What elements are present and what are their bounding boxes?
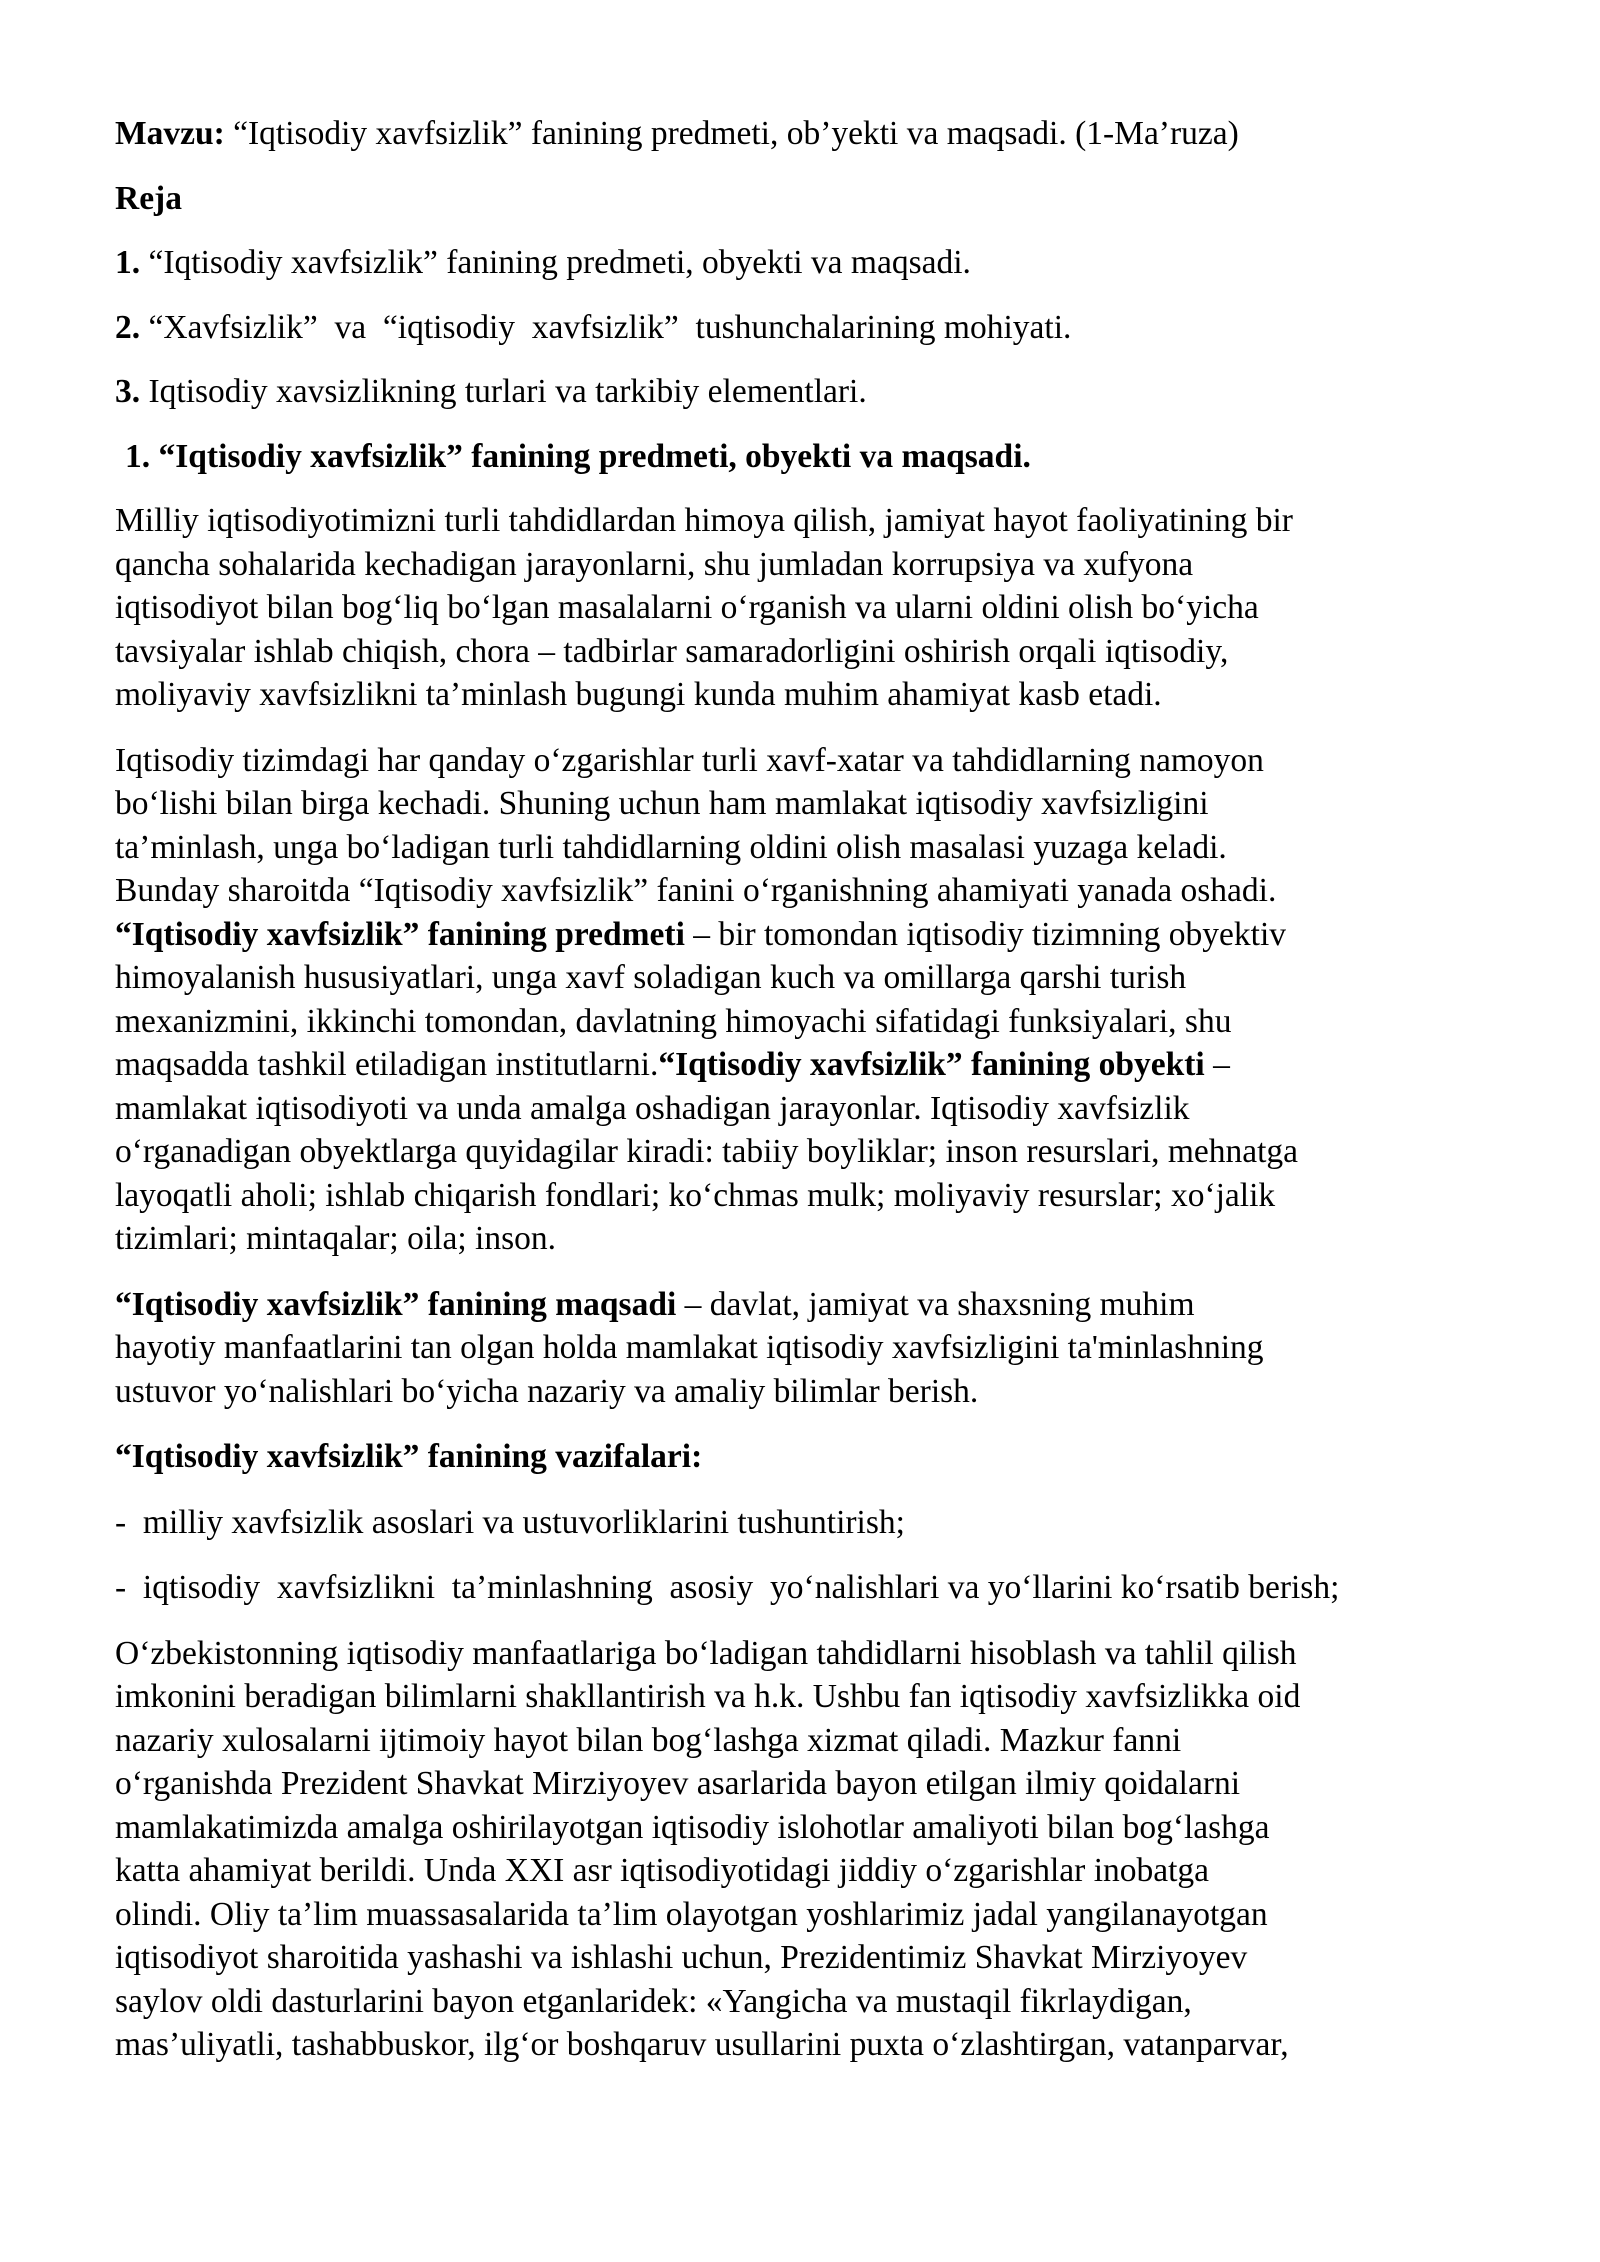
plan-item-text: Iqtisodiy xavsizlikning turlari va tarkibiy elementlari. — [140, 373, 867, 410]
subject-definition-line — [115, 913, 1515, 957]
plan-item-number: 1. — [115, 244, 141, 281]
paragraph-line: ustuvor yo‘nalishlari bo‘yicha nazariy va amaliy bilimlar berish. — [115, 1372, 979, 1410]
paragraph-line: O‘zbekistonning iqtisodiy manfaatlariga bo‘ladigan tahdidlarni hisoblash va tahlil qilish — [115, 1634, 1297, 1672]
document-page — [115, 112, 1515, 2067]
paragraph-line: Milliy iqtisodiyotimizni turli tahdidlardan himoya qilish, jamiyat hayot faoliyatining bir — [115, 502, 1293, 539]
paragraph-line: mamlakat iqtisodiyoti va unda amalga oshadigan jarayonlar. Iqtisodiy xavfsizlik — [115, 1089, 1190, 1127]
object-definition-line — [115, 1043, 1515, 1087]
paragraph-line: mamlakatimizda amalga oshirilayotgan iqtisodiy islohotlar amaliyoti bilan bog‘lashga — [115, 1808, 1270, 1846]
paragraph-line: bo‘lishi bilan birga kechadi. Shuning uchun ham mamlakat iqtisodiy xavfsizligini — [115, 785, 1209, 822]
paragraph-intro — [115, 499, 1515, 717]
paragraph-line: iqtisodiyot sharoitida yashashi va ishlashi uchun, Prezidentimiz Shavkat Mirziyoyev — [115, 1939, 1248, 1976]
subject-term: “Iqtisodiy xavfsizlik” fanining predmeti — [115, 915, 685, 953]
plan-title: Reja — [115, 179, 182, 217]
object-term: “Iqtisodiy xavfsizlik” fanining obyekti — [658, 1046, 1205, 1083]
tasks-heading: “Iqtisodiy xavfsizlik” fanining vazifalari: — [115, 1438, 703, 1475]
paragraph-conclusion — [115, 1632, 1515, 2067]
plan-item-number: 2. — [115, 308, 141, 346]
task-item: - milliy xavfsizlik asoslari va ustuvorliklarini tushuntirish; — [115, 1503, 905, 1541]
topic-label: Mavzu: — [115, 115, 225, 152]
paragraph-line: Iqtisodiy tizimdagi har qanday o‘zgarishlar turli xavf-xatar va tahdidlarning namoyon — [115, 741, 1264, 779]
topic-text: “Iqtisodiy xavfsizlik” fanining predmeti, ob’yekti va maqsadi. (1-Ma’ruza) — [224, 115, 1239, 152]
goal-term: “Iqtisodiy xavfsizlik” fanining maqsadi — [115, 1285, 677, 1323]
goal-definition-line — [115, 1283, 1515, 1327]
plan-item-number: 3. — [115, 373, 141, 410]
paragraph-line: layoqatli aholi; ishlab chiqarish fondlari; ko‘chmas mulk; moliyaviy resurslar; xo‘jalik — [115, 1176, 1276, 1214]
paragraph-line: nazariy xulosalarni ijtimoiy hayot bilan bog‘lashga xizmat qiladi. Mazkur fanni — [115, 1721, 1182, 1759]
paragraph-line: imkonini beradigan bilimlarni shakllantirish va h.k. Ushbu fan iqtisodiy xavfsizlikka oid — [115, 1678, 1301, 1715]
paragraph-line: mexanizmini, ikkinchi tomondan, davlatning himoyachi sifatidagi funksiyalari, shu — [115, 1002, 1232, 1040]
plan-item-text: “Iqtisodiy xavfsizlik” fanining predmeti, obyekti va maqsadi. — [140, 244, 971, 281]
object-pre-text: maqsadda tashkil etiladigan institutlarni. — [115, 1046, 659, 1083]
paragraph-goal — [115, 1283, 1515, 1414]
plan-item-text: “Xavfsizlik” va “iqtisodiy xavfsizlik” tushunchalarining mohiyati. — [140, 308, 1072, 346]
paragraph-line: hayotiy manfaatlarini tan olgan holda mamlakat iqtisodiy xavfsizligini ta'minlashning — [115, 1329, 1264, 1366]
paragraph-line: mas’uliyatli, tashabbuskor, ilg‘or boshqaruv usullarini puxta o‘zlashtirgan, vatanparvar, — [115, 2026, 1289, 2063]
paragraph-line: tavsiyalar ishlab chiqish, chora – tadbirlar samaradorligini oshirish orqali iqtisodiy, — [115, 632, 1229, 670]
paragraph-line: tizimlari; mintaqalar; oila; inson. — [115, 1220, 556, 1257]
paragraph-line: saylov oldi dasturlarini bayon etganlaridek: «Yangicha va mustaqil fikrlaydigan, — [115, 1982, 1192, 2020]
paragraph-line: olindi. Oliy ta’lim muassasalarida ta’lim olayotgan yoshlarimiz jadal yangilanayotgan — [115, 1895, 1268, 1933]
goal-definition: – davlat, jamiyat va shaxsning muhim — [676, 1285, 1195, 1323]
paragraph-line: himoyalanish hususiyatlari, unga xavf soladigan kuch va omillarga qarshi turish — [115, 959, 1187, 996]
object-dash: – — [1204, 1046, 1230, 1083]
subject-definition: – bir tomondan iqtisodiy tizimning obyektiv — [684, 915, 1287, 953]
paragraph-line: o‘rganadigan obyektlarga quyidagilar kiradi: tabiiy boyliklar; inson resurslari, mehnatga — [115, 1133, 1299, 1170]
paragraph-line: ta’minlash, unga bo‘ladigan turli tahdidlarning oldini olish masalasi yuzaga keladi. — [115, 828, 1227, 866]
plan-item-3 — [115, 370, 1515, 414]
plan-item-1 — [115, 241, 1515, 285]
plan-item-2 — [115, 306, 1515, 350]
paragraph-line: o‘rganishda Prezident Shavkat Mirziyoyev asarlarida bayon etilgan ilmiy qoidalarni — [115, 1765, 1241, 1802]
topic-line — [115, 112, 1515, 156]
paragraph-line: iqtisodiyot bilan bog‘liq bo‘lgan masalalarni o‘rganish va ularni oldini olish bo‘yicha — [115, 589, 1259, 626]
section-heading: 1. “Iqtisodiy xavfsizlik” fanining predmeti, obyekti va maqsadi. — [125, 437, 1031, 475]
paragraph-line: katta ahamiyat berildi. Unda XXI asr iqtisodiyotidagi jiddiy o‘zgarishlar inobatga — [115, 1852, 1210, 1889]
paragraph-line: qancha sohalarida kechadigan jarayonlarni, shu jumladan korrupsiya va xufyona — [115, 545, 1194, 583]
task-item: - iqtisodiy xavfsizlikni ta’minlashning asosiy yo‘nalishlari va yo‘llarini ko‘rsatib berish; — [115, 1569, 1340, 1606]
paragraph-line: Bunday sharoitda “Iqtisodiy xavfsizlik” fanini o‘rganishning ahamiyati yanada oshadi. — [115, 872, 1277, 909]
paragraph-subject-object — [115, 739, 1515, 1261]
paragraph-line: moliyaviy xavfsizlikni ta’minlash bugungi kunda muhim ahamiyat kasb etadi. — [115, 676, 1162, 713]
